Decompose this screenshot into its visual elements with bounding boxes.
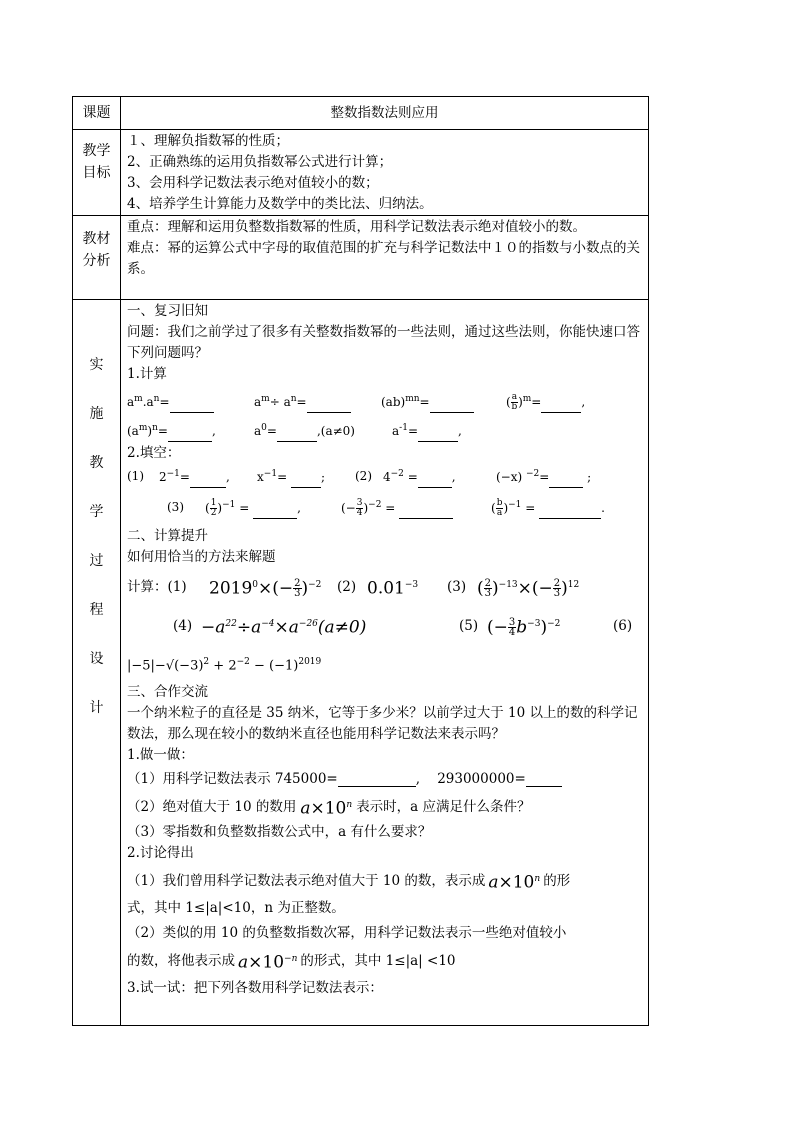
discuss-d1-line2: 式，其中 1≤|a|<10，n 为正整数。 [127, 900, 345, 916]
objective-item: 3、会用科学记数法表示绝对值较小的数； [127, 175, 379, 191]
analysis-label-1: 教材 [82, 231, 111, 247]
objectives-label-cell [73, 130, 121, 216]
calc-n6: (6) [613, 617, 633, 634]
fill-p2: (2) [355, 468, 372, 483]
objectives-label-1: 教学 [82, 143, 111, 159]
fill-p3: (3) [167, 499, 184, 514]
analysis-label-cell [73, 216, 121, 300]
implementation-content [121, 300, 649, 1026]
do-q2: （2）绝对值大于 10 的数用 $a\times 10^n$ 表示时，a 应满足什么条件？ [127, 798, 531, 819]
section-title: 三、合作交流 [127, 684, 208, 700]
nano-intro: 一个纳米粒子的直径是 35 纳米，它等于多少米？以前学过大于 10 以上的数的科学记数法，那么现在较小的数纳米直径也能用科学记数法来表示吗？ [127, 705, 638, 742]
difficulty: 难点：幂的运算公式中字母的取值范围的扩充与科学记数法中１０的指数与小数点的关系。 [127, 240, 640, 277]
formula-row-1: $a^m.a^n=$ $a^m\div a^n=$ (ab)$^{mn}$= ( $\frac{a}{b}$ )$^m$= , [127, 392, 586, 412]
key-point: 重点：理解和运用负整数指数幂的性质，用科学记数法表示绝对值较小的数。 [127, 219, 586, 235]
formula-row-2: $(a^m)^n=$ , $a^0= ,(a\ne 0)$ $a^{-1}=$ , [127, 417, 642, 443]
analysis-label-2: 分析 [82, 253, 111, 269]
calc-row-2: (4) $-a^{22}\div a^{-4}\times a^{-26}(a\ne 0)$ (5) (− $\frac{3}{4}$ $b^{-3})^{-2}$ (6) [173, 617, 633, 639]
analysis-content [121, 216, 649, 300]
q1-mid: 293000000= [437, 770, 526, 787]
calc-row-3: $|-5|-√(-3)^2 + 2^{-2} - (-1)^{2019}$ [127, 656, 322, 674]
impl-label-char: 设 [89, 651, 104, 667]
fill-row-1: (1) $2^{-1}=$ , $x^{-1}=$ ; (2) $4^{-2}$ = , (−x) $^{-2}$= ; [127, 464, 642, 488]
calc-n2: (2) [337, 578, 357, 595]
impl-label-char: 施 [89, 406, 104, 422]
lesson-title: 整数指数法则应用 [121, 97, 649, 130]
impl-label-char: 学 [89, 504, 104, 520]
d2-prefix: 的数，将他表示成 [127, 952, 235, 969]
q1-prefix: （1）用科学记数法表示 745000= [127, 770, 338, 787]
review-question: 问题：我们之前学过了很多有关整数指数幂的一些法则，通过这些法则，你能快速口答下列问题吗？ [127, 324, 640, 361]
section-title: 二、计算提升 [127, 528, 208, 544]
do-heading: 1.做一做： [127, 747, 194, 763]
do-q3: （3）零指数和负整数指数公式中，a 有什么要求？ [127, 824, 432, 840]
objective-item: 2、正确熟练的运用负指数幂公式进行计算； [127, 154, 393, 170]
impl-label-char: 过 [89, 553, 104, 569]
objectives-content [121, 130, 649, 216]
objectives-label-2: 目标 [82, 165, 111, 181]
implementation-label-cell [73, 300, 121, 1026]
section-title: 一、复习旧知 [127, 303, 208, 319]
impl-label-char: 计 [89, 700, 104, 716]
calc-n3: (3) [447, 578, 467, 595]
fill-row-2: (3) ( $\frac{1}{2}$ )$^{-1}$ = , (− $\frac{3}{4}$ )$^{-2}$ = ( $\frac{b}{a}$ )$^{-1}$ = . [167, 498, 605, 518]
fill-heading: 2.填空： [127, 445, 181, 461]
calc-heading: 1.计算 [127, 366, 167, 382]
d1-suffix: 的形 [543, 872, 571, 889]
objective-item: １、理解负指数幂的性质； [127, 133, 289, 149]
calc-row-1: 计算：(1) $2019^0\times(-$ $\frac{2}{3}$ )$^{-2}$ (2) $0.01^{-3}$ (3) ( $\frac{2}{3}$ )$^{-13}$×(− $\frac{2}{3}$ )$^{12}$ [127, 578, 580, 600]
d1-prefix: （1）我们曾用科学记数法表示绝对值大于 10 的数，表示成 [127, 872, 486, 889]
discuss-d1: （1）我们曾用科学记数法表示绝对值大于 10 的数，表示成 $a\times 10^n$ 的形 [127, 872, 571, 893]
impl-label-char: 教 [89, 455, 104, 471]
d2-suffix: 的形式，其中 1≤|a| <10 [300, 952, 456, 969]
fill-p1: (1) [127, 468, 144, 483]
calc-n5: (5) [459, 617, 479, 634]
do-q1: （1）用科学记数法表示 745000= , 293000000= [127, 766, 642, 792]
calc-n4: (4) [173, 617, 193, 634]
q2-suffix: 表示时，a 应满足什么条件？ [356, 798, 531, 815]
objective-item: 4、培养学生计算能力及数学中的类比法、归纳法。 [127, 196, 433, 212]
calc-intro: 如何用恰当的方法来解题 [127, 549, 276, 565]
impl-label-char: 程 [89, 602, 104, 618]
q2-prefix: （2）绝对值大于 10 的数用 [127, 798, 297, 815]
discuss-d2-line1: （2）类似的用 10 的负整数指数次幂，用科学记数法表示一些绝对值较小 [127, 925, 567, 941]
calc-label: 计算：(1) [127, 578, 187, 595]
try-heading: 3.试一试：把下列各数用科学记数法表示： [127, 980, 383, 996]
impl-label-char: 实 [89, 357, 104, 373]
lesson-plan-table [72, 96, 649, 1026]
discuss-heading: 2.讨论得出 [127, 845, 194, 861]
discuss-d2: 的数，将他表示成 $a\times 10^{-n}$ 的形式，其中 1≤|a| <10 [127, 952, 456, 973]
topic-label: 课题 [73, 97, 121, 130]
